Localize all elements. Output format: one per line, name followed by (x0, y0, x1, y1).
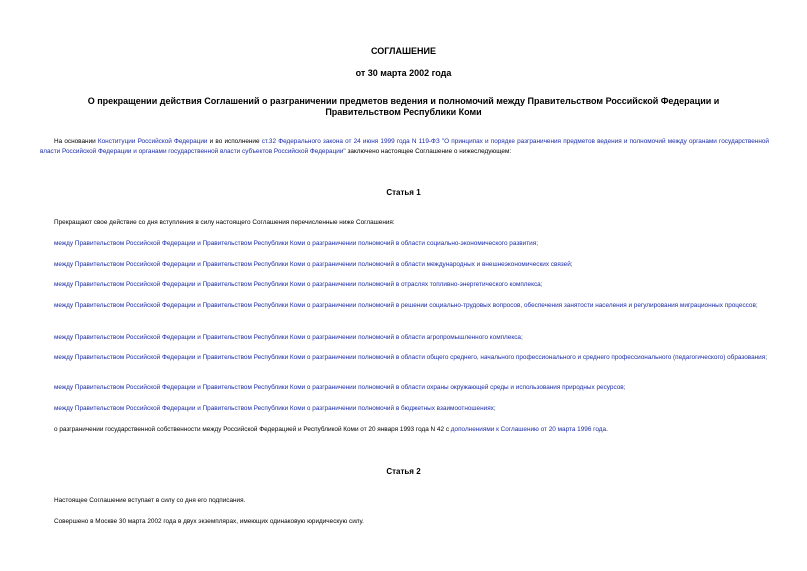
intro-paragraph (40, 137, 769, 156)
agreement-link-4[interactable]: между Правительством Российской Федерации и Правительством Республики Коми о разграничении полномочий в решении социально-трудовых вопросов, обеспечения занятости населения и регулирования миграционных процессов; (54, 302, 758, 309)
article-1-heading: Статья 1 (386, 188, 421, 197)
last-item-suffix: . (606, 426, 608, 433)
intro-prefix: На основании (54, 138, 98, 145)
last-item-prefix: о разграничении государственной собственности между Российской Федерацией и Республикой Коми от 20 января 1993 года N 42 с (54, 426, 451, 433)
agreement-link-7[interactable]: между Правительством Российской Федерации и Правительством Республики Коми о разграничении полномочий в области охраны окружающей среды и использования природных ресурсов; (54, 384, 626, 391)
constitution-link[interactable]: Конституции Российской Федерации (97, 138, 208, 145)
agreement-link-2[interactable]: между Правительством Российской Федерации и Правительством Республики Коми о разграничении полномочий в области международных и внешнеэкономических связей; (54, 261, 573, 268)
article-2-paragraph-2: Совершено в Москве 30 марта 2002 года в двух экземплярах, имеющих одинаковую юридическую силу. (54, 518, 364, 525)
agreement-link-6[interactable]: между Правительством Российской Федерации и Правительством Республики Коми о разграничении полномочий в области общего среднего, начального профессионального и среднего профессионального (педагогического) образования; (54, 354, 767, 361)
agreement-link-8[interactable]: между Правительством Российской Федерации и Правительством Республики Коми о разграничении полномочий в бюджетных взаимоотношениях; (54, 405, 496, 412)
agreement-link-1[interactable]: между Правительством Российской Федерации и Правительством Республики Коми о разграничении полномочий в области социально-экономического развития; (54, 240, 538, 247)
intro-mid: и во исполнение (207, 138, 262, 145)
agreement-link-3[interactable]: между Правительством Российской Федерации и Правительством Республики Коми о разграничении полномочий в отраслях топливно-энергетического комплекса; (54, 281, 543, 288)
article-1-lead: Прекращают свое действие со дня вступления в силу настоящего Соглашения перечисленные ниже Соглашения: (54, 219, 395, 226)
article-1-last-item (40, 425, 769, 435)
document-title: СОГЛАШЕНИЕ (371, 46, 436, 56)
federal-law-link[interactable]: ст.32 Федерального закона от 24 июня 1999 года N 119-ФЗ "О принципах и порядке разграничения предметов ведения и полномочий между органами государственной власти Российской Федерации и органами государственной власти субъектов Российской Федерации" (40, 138, 769, 155)
document-date: от 30 марта 2002 года (355, 68, 452, 78)
document-subject: О прекращении действия Соглашений о разграничении предметов ведения и полномочий между Правительством Российской Федерации и Правительством Республики Коми (87, 96, 720, 117)
intro-suffix: заключено настоящее Соглашение о нижеследующем: (345, 147, 512, 155)
article-2-paragraph-1: Настоящее Соглашение вступает в силу со дня его подписания. (54, 497, 246, 504)
article-2-heading: Статья 2 (386, 467, 421, 476)
agreement-link-5[interactable]: между Правительством Российской Федерации и Правительством Республики Коми о разграничении полномочий в области агропромышленного комплекса; (54, 334, 523, 341)
addendum-link[interactable]: дополнениями к Соглашению от 20 марта 1996 года (450, 426, 607, 433)
